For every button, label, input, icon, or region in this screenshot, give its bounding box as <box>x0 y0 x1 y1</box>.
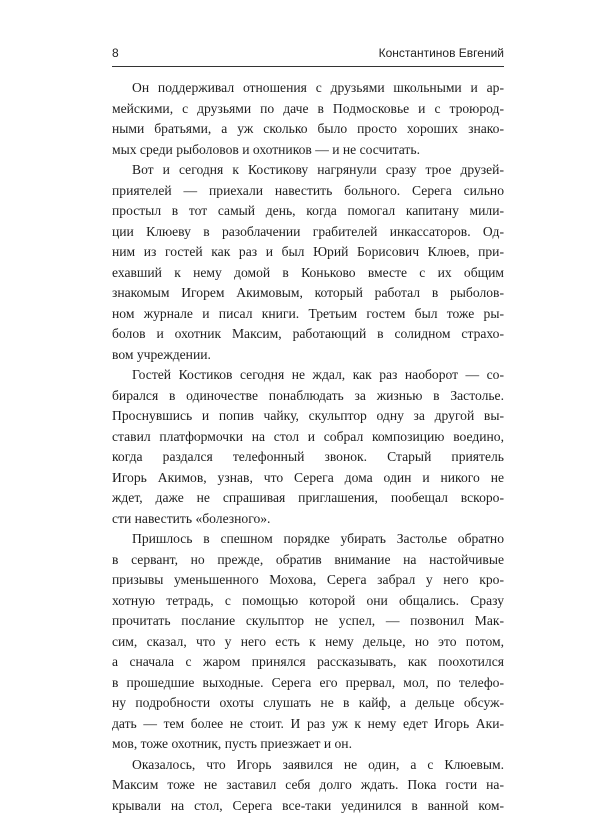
page-number: 8 <box>112 46 119 60</box>
text-line: мейскими, с друзьями по даче в Подмосковье и с троюрод- <box>112 99 504 120</box>
text-line: прочитать послание скульптор не успел, — позвонил Мак- <box>112 611 504 632</box>
text-line: ном журнале и писал книги. Третьим гостем был тоже ры- <box>112 304 504 325</box>
text-line: болов и охотник Максим, работающий в солидном страхо- <box>112 324 504 345</box>
text-line: Он поддерживал отношения с друзьями школьными и ар- <box>112 78 504 99</box>
text-line: ним из гостей как раз и был Юрий Борисович Клюев, при- <box>112 242 504 263</box>
text-line: бирался в одиночестве понаблюдать за жизнью в Застолье. <box>112 386 504 407</box>
text-line: в прошедшие выходные. Серега его прервал, мол, по телефо- <box>112 673 504 694</box>
running-header <box>112 44 504 72</box>
running-head-author: Константинов Евгений <box>379 46 504 60</box>
text-line: мов, тоже охотник, пусть приезжает и он. <box>112 734 504 755</box>
text-line: ну подробности охоты слушать не в кайф, а дельце обсуж- <box>112 693 504 714</box>
text-line: хотную тетрадь, с помощью которой они общались. Сразу <box>112 591 504 612</box>
text-line: Гостей Костиков сегодня не ждал, как раз наоборот — со- <box>112 365 504 386</box>
text-line: ставил платформочки на стол и собрал композицию воедино, <box>112 427 504 448</box>
text-line: вом учреждении. <box>112 345 504 366</box>
text-line: дать — тем более не стоит. И раз уж к нему едет Игорь Аки- <box>112 714 504 735</box>
text-line: простыл в тот самый день, когда помогал капитану мили- <box>112 201 504 222</box>
text-line: ции Клюеву в разоблачении грабителей инкассаторов. Од- <box>112 222 504 243</box>
text-line: Максим тоже не заставил себя долго ждать. Пока гости на- <box>112 775 504 796</box>
body-text <box>112 78 504 816</box>
text-line: приятелей — приехали навестить больного. Серега сильно <box>112 181 504 202</box>
header-rule <box>112 66 504 67</box>
text-line: когда раздался телефонный звонок. Старый приятель <box>112 447 504 468</box>
paragraph <box>112 160 504 365</box>
text-line: Пришлось в спешном порядке убирать Застолье обратно <box>112 529 504 550</box>
text-line: знакомым Игорем Акимовым, который работал в рыболов- <box>112 283 504 304</box>
text-line: мых среди рыболовов и охотников — и не сосчитать. <box>112 140 504 161</box>
text-line: Оказалось, что Игорь заявился не один, а с Клюевым. <box>112 755 504 776</box>
text-line: сти навестить «болезного». <box>112 509 504 530</box>
text-line: Игорь Акимов, узнав, что Серега дома один и никого не <box>112 468 504 489</box>
text-line: призывы уменьшенного Мохова, Серега забрал у него кро- <box>112 570 504 591</box>
text-line: ждет, даже не спрашивая приглашения, пообещал вскоро- <box>112 488 504 509</box>
text-line: ными братьями, а уж сколько было просто хороших знако- <box>112 119 504 140</box>
paragraph <box>112 529 504 755</box>
text-line: а сначала с жаром принялся рассказывать, как поохотился <box>112 652 504 673</box>
paragraph <box>112 78 504 160</box>
text-line: сим, сказал, что у него есть к нему дельце, но это потом, <box>112 632 504 653</box>
text-line: Проснувшись и попив чайку, скульптор одну за другой вы- <box>112 406 504 427</box>
text-line: Вот и сегодня к Костикову нагрянули сразу трое друзей- <box>112 160 504 181</box>
paragraph <box>112 755 504 816</box>
text-line: ехавший к нему домой в Коньково вместе с их общим <box>112 263 504 284</box>
paragraph <box>112 365 504 529</box>
text-line: крывали на стол, Серега все-таки уединился в ванной ком- <box>112 796 504 816</box>
text-line: в сервант, но прежде, обратив внимание на настойчивые <box>112 550 504 571</box>
